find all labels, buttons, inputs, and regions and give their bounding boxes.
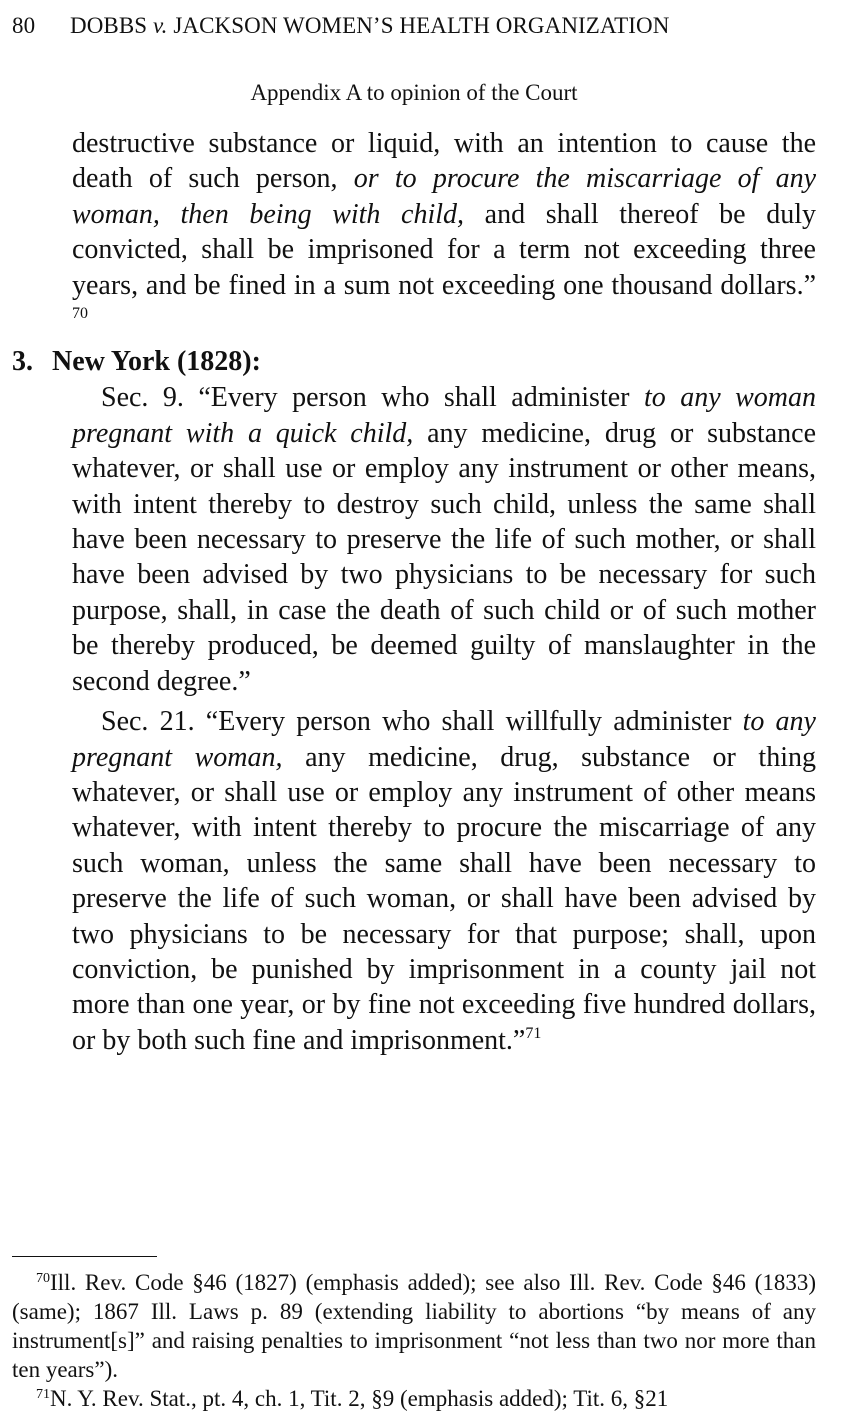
- continuation-text-1: destructive substance or liquid, with an intention to cause the death of such person,: [72, 128, 816, 195]
- case-title: [70, 13, 669, 38]
- continuation-text-3: and shall thereof be duly convicted, shall be imprisoned for a term not exceeding three years, and be fined in a sum not exceeding one thousand dollars.”: [72, 198, 816, 301]
- sec-21-text-italic: to any pregnant woman,: [72, 706, 816, 773]
- footnote-70-text: Ill. Rev. Code §46 (1827) (emphasis added); see also Ill. Rev. Code §46 (1833) (same); 1867 Ill. Laws p. 89 (extending liability to abortions “by means of any instrument[s]” and raising penalties to imprisonment “not less than two nor more than ten years”).: [12, 1270, 816, 1382]
- appendix-subheading: Appendix A to opinion of the Court: [250, 80, 578, 105]
- sec-21-text-3: any medicine, drug, substance or thing whatever, or shall use or employ any instrument of other means whatever, with intent thereby to procure the miscarriage of any such woman, unless the same shall have been necessary to preserve the life of such woman, or shall have been advised by two physicians to be necessary for that purpose; shall, upon conviction, be punished by imprisonment in a county jail not more than one year, or by fine not exceeding five hundred dollars, or by both such fine and imprisonment.”: [72, 741, 816, 1056]
- sec-21-text-1: Sec. 21. “Every person who shall willfully administer: [101, 706, 743, 738]
- footnote-71-text: N. Y. Rev. Stat., pt. 4, ch. 1, Tit. 2, §9 (emphasis added); Tit. 6, §21: [50, 1386, 669, 1411]
- case-title-part1: DOBBS: [70, 13, 154, 38]
- section-title: New York (1828):: [52, 346, 261, 378]
- footnote-ref-70: 70: [72, 305, 88, 323]
- section-heading-new-york: [12, 344, 816, 380]
- footnote-70: [12, 1268, 816, 1384]
- continuation-paragraph: [72, 126, 816, 338]
- sec-21-paragraph: [72, 704, 816, 1058]
- footnote-rule: [12, 1256, 157, 1257]
- section-number: 3.: [12, 346, 33, 378]
- sec-9-paragraph: [72, 380, 816, 699]
- footnote-71: [12, 1384, 816, 1413]
- footnote-71-number: 71: [36, 1387, 50, 1402]
- continuation-text-italic: or to procure the miscarriage of any woman, then being with child,: [72, 163, 816, 230]
- main-text: [12, 126, 816, 1058]
- footnotes: [12, 1268, 816, 1413]
- case-title-versus: v.: [153, 13, 168, 38]
- sec-9-text-1: Sec. 9. “Every person who shall administer: [101, 382, 644, 414]
- sec-9-text-italic: to any woman pregnant with a quick child,: [72, 382, 816, 449]
- page-number: 80: [12, 13, 36, 38]
- footnote-70-number: 70: [36, 1271, 50, 1286]
- case-title-part2: JACKSON WOMEN’S HEALTH ORGANIZATION: [167, 13, 670, 38]
- footnote-ref-71: 71: [525, 1024, 542, 1042]
- running-head: [12, 11, 832, 41]
- sec-9-text-3: any medicine, drug or substance whatever, or shall use or employ any instrument or other means, with intent thereby to destroy such child, unless the same shall have been necessary to preserve the life of such mother, or shall have been advised by two physicians to be necessary for such purpose, shall, in case the death of such child or of such mother be thereby produced, be deemed guilty of manslaughter in the second degree.”: [72, 417, 816, 697]
